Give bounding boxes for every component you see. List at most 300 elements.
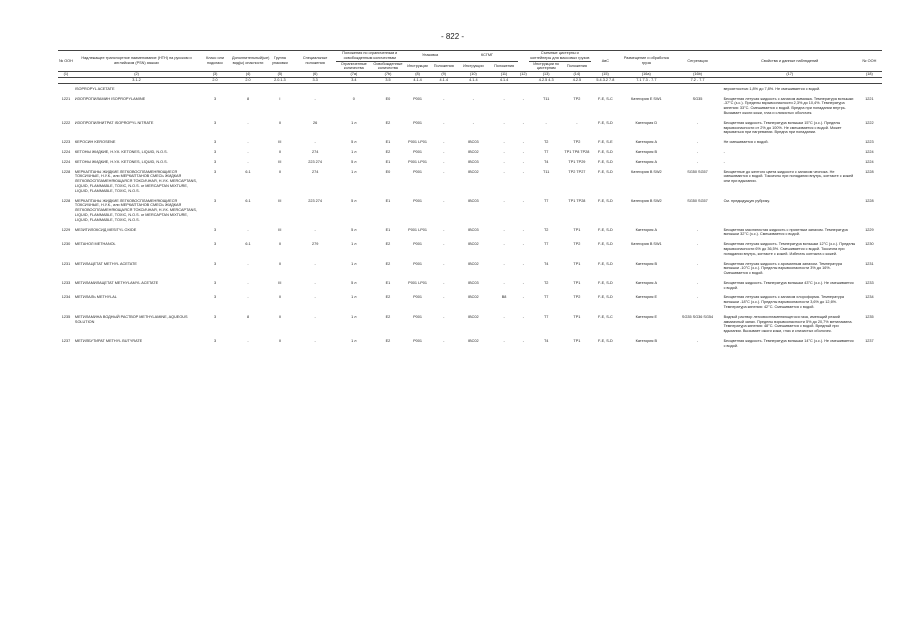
un-number: 1235 — [61, 314, 71, 319]
class: 3 — [213, 227, 217, 232]
ibc-provision: - — [503, 140, 505, 145]
packing-group: II — [278, 339, 281, 344]
column-code: 4.2.5 — [563, 77, 590, 83]
ibc-instruction: IBC02 — [468, 169, 479, 174]
class: 3 — [213, 295, 217, 300]
un-number: 1228 — [61, 198, 71, 203]
class: 3 — [213, 159, 217, 164]
tank-provision: TP1 — [573, 314, 581, 319]
blank-cell: - — [522, 149, 525, 154]
shipping-name: МЕРКАПТАНЫ ЖИДКИЕ ЛЕГКОВОСПЛАМЕНЯЮЩИЕСЯ ТОКСИЧНЫЕ, Н.У.К., или МЕРКАПТАНОВ СМЕСЬ ЖИДКАЯ ЛЕГКОВОСПЛАМЕНЯЮЩАЯСЯ ТОКСИЧНАЯ, Н.У.К. MERCAPTANS, LIQUID, FLAMMABLE, TOXIC, N.O.S. or MERCAPTAN MIXTURE, LIQUID, FLAMMABLE, TOXIC, N.O.S. — [74, 169, 197, 193]
shipping-name: КЕРОСИН KEROSENE — [74, 140, 116, 145]
subsidiary-risk: - — [247, 261, 249, 266]
ems-code: F-E, S-D — [597, 120, 613, 125]
column-number: (7a) — [336, 72, 372, 78]
packing-group: III — [278, 227, 282, 232]
properties: Не смешивается с водой. — [723, 140, 769, 145]
column-number: (13) — [529, 72, 563, 78]
special-provisions: - — [314, 314, 316, 319]
un-number — [58, 83, 74, 93]
blank-cell: - — [522, 198, 525, 203]
subsidiary-risk: 8 — [246, 96, 250, 101]
column-code: 4.1.4 — [456, 77, 490, 83]
properties: См. предыдущую рубрику. — [723, 198, 770, 203]
un-number: 1230 — [61, 242, 71, 247]
special-provisions: 26 — [313, 120, 318, 125]
table-row — [58, 157, 882, 167]
tank-provision: TP2 — [573, 96, 581, 101]
limited-quantity: 1 л — [351, 314, 357, 319]
class: 3 — [213, 198, 217, 203]
properties: - — [723, 149, 725, 154]
shipping-name: МЕТИЛАМИНА ВОДНЫЙ РАСТВОР METHYLAMINE, AQUEOUS SOLUTION — [74, 314, 188, 324]
header-special-provisions: Специальные положения — [295, 51, 336, 72]
column-code: 7.2 - 7.7 — [673, 77, 723, 83]
blank-cell: - — [522, 120, 525, 125]
table-row — [58, 225, 882, 240]
packing-provision: - — [443, 169, 445, 174]
tank-provision: TP2 — [573, 140, 581, 145]
column-number: (4) — [231, 72, 265, 78]
blank-cell: - — [522, 227, 525, 232]
subsidiary-risk: - — [247, 227, 249, 232]
properties: Бесцветная летучая жидкость с аромапным запахом. Температура вспышки -10°C (з.с.). Пределы взрывоопасности 3% до 16%. Смешивается с водой. — [723, 261, 842, 276]
column-code: 7.1 7.3 - 7.7 — [620, 77, 672, 83]
packing-group: II — [278, 242, 281, 247]
column-number: (16b) — [673, 72, 723, 78]
packing-group: II — [278, 295, 281, 300]
column-number: (1) — [58, 72, 74, 78]
column-number: (18) — [857, 72, 882, 78]
packing-group: II — [278, 149, 281, 154]
column-number: (7b) — [372, 72, 404, 78]
tank-provision: TP1 TP8 TP28 — [564, 149, 590, 154]
column-code: 3.1.2 — [74, 77, 199, 83]
class: 3 — [213, 261, 217, 266]
column-code: 4.1.4 — [404, 77, 431, 83]
excepted-quantity: E0 — [385, 169, 391, 174]
packing-group: II — [278, 120, 281, 125]
header-stowage: Размещение и обработка груза — [620, 51, 672, 72]
properties: Бесцветная летучая жидкость с запахом аммиака. Температура вспышки -37°C (з.с.). Пределы взрывоопасности 2,3% до 10,4%. Температура кипения: 33°C. Смешивается с водой. Вредна при попадании внутрь. Вызывает ожоги кожи, глаз и слизистых оболочек. — [723, 96, 854, 115]
un-number-right: 1237 — [865, 339, 874, 344]
excepted-quantity: E2 — [385, 242, 391, 247]
stowage: Категория E — [635, 295, 657, 300]
special-provisions: 279 — [311, 242, 319, 247]
limited-quantity — [336, 83, 372, 93]
ems-code: F-E, S-D — [597, 280, 613, 285]
limited-quantity: 5 л — [351, 227, 357, 232]
ibc-provision: - — [503, 314, 505, 319]
ibc-instruction: IBC02 — [468, 242, 479, 247]
stowage: Категория B — [635, 339, 657, 344]
ems-code: F-E, S-D — [597, 169, 613, 174]
un-number-right: 1228 — [865, 169, 874, 174]
excepted-quantity: E1 — [385, 280, 391, 285]
column-number: (9) — [431, 72, 456, 78]
header-pack-provisions: Положения — [431, 61, 456, 72]
packing-provision: - — [443, 242, 445, 247]
column-code: 2.0 — [199, 77, 231, 83]
packing-provision: - — [443, 295, 445, 300]
tank-provision: TP2 TP27 — [568, 169, 586, 174]
ems-code: F-E, S-E — [598, 140, 613, 145]
tank-instruction: T4 — [543, 159, 549, 164]
limited-quantity: 1 л — [351, 242, 357, 247]
column-number: (2) — [74, 72, 199, 78]
class: 3 — [213, 169, 217, 174]
column-code: 4.2.5 4.3 — [529, 77, 563, 83]
un-number: 1223 — [61, 140, 71, 145]
shipping-name: КЕТОНЫ ЖИДКИЕ, Н.У.К. KETONES, LIQUID, N.O.S. — [74, 159, 168, 164]
class: 3 — [213, 242, 217, 247]
table-row — [58, 94, 882, 118]
page-number: - 822 - — [440, 32, 465, 41]
excepted-quantity: E2 — [385, 120, 391, 125]
dangerous-goods-table — [58, 50, 882, 351]
subsidiary-risk: - — [247, 280, 249, 285]
packing-provision: - — [443, 149, 445, 154]
properties: Бесцветная жидкость. Температура вспышки 15°C (з.с.). Пределы взрывоопасности от 2% до 100%. Не смешивается с водой. Может взрываться при нагревании. Вредна при попадании. — [723, 120, 842, 135]
subsidiary-risk: - — [247, 295, 249, 300]
un-number: 1237 — [61, 339, 71, 344]
column-code: 5.4.3.2 7.8 — [591, 77, 621, 83]
stowage: Категория A — [635, 280, 657, 285]
special-provisions: - — [314, 227, 316, 232]
segregation: SG35 — [692, 96, 703, 101]
excepted-quantity: E0 — [385, 96, 391, 101]
column-number: (17) — [723, 72, 857, 78]
header-properties: Свойства и данные наблюдений — [723, 51, 857, 72]
un-number-right: 1235 — [865, 314, 874, 319]
header-packing-group: Группа упаковки — [265, 51, 295, 72]
packing-instruction: P001 — [413, 149, 422, 154]
stowage: Категория B SW1 — [631, 242, 662, 247]
ems-code: F-E, S-D — [597, 198, 613, 203]
special-provisions: 274 — [311, 169, 319, 174]
segregation: - — [696, 149, 699, 154]
table-row — [58, 259, 882, 278]
un-number: 1233 — [61, 280, 71, 285]
column-number: (10) — [456, 72, 490, 78]
un-number: 1224 — [61, 149, 71, 154]
ibc-instruction: IBC03 — [468, 198, 479, 203]
un-number-right: 1228 — [865, 198, 874, 203]
header-limited-qty: Ограниченные количества — [336, 61, 372, 72]
packing-instruction: P001 — [413, 295, 422, 300]
tank-instruction: - — [545, 120, 547, 125]
blank-cell: - — [522, 280, 525, 285]
packing-instruction: P001 — [413, 169, 422, 174]
subsidiary-risk: - — [247, 339, 249, 344]
column-number: (14) — [563, 72, 590, 78]
ibc-instruction: IBC03 — [468, 140, 479, 145]
special-provisions: - — [314, 339, 316, 344]
column-number: (5) — [265, 72, 295, 78]
un-number-right: 1234 — [865, 295, 874, 300]
packing-instruction: P001 LP01 — [408, 280, 427, 285]
properties: Бесцветная летучая жидкость. Температура вспышки 12°C (з.с.). Пределы взрывоопасности 6% до 36,5%. Смешивается с водой. Токсична при попадании внутрь, контакте с кожей. Избегать контакта с кожей. — [723, 242, 856, 256]
table-header — [58, 51, 882, 84]
un-number: 1224 — [61, 159, 71, 164]
subsidiary-risk: 6.1 — [245, 169, 251, 174]
packing-provision — [431, 83, 456, 93]
blank-cell: - — [522, 169, 525, 174]
packing-instruction: P001 — [413, 339, 422, 344]
table-row — [58, 167, 882, 196]
tank-provision: TP2 — [573, 295, 581, 300]
un-number-right: 1224 — [865, 149, 874, 154]
column-number: (12) — [518, 72, 529, 78]
excepted-quantity: E2 — [385, 295, 391, 300]
packing-group: I — [279, 96, 281, 101]
column-number: (3) — [199, 72, 231, 78]
header-tank-provisions: Положения — [563, 61, 590, 72]
stowage: Категория B — [635, 149, 657, 154]
column-number: (6) — [295, 72, 336, 78]
ibc-instruction: IBC02 — [468, 314, 479, 319]
table-row — [58, 83, 882, 93]
tank-instruction: T7 — [543, 149, 549, 154]
segregation: - — [696, 295, 699, 300]
class: 3 — [213, 314, 217, 319]
packing-provision: - — [443, 227, 445, 232]
packing-group: III — [278, 159, 282, 164]
header-class: Класс или подкласс — [199, 51, 231, 72]
segregation: SG50 SG57 — [687, 169, 708, 174]
ibc-provision: - — [503, 149, 505, 154]
tank-instruction: T4 — [543, 339, 549, 344]
ems-code: F-E, S-D — [597, 227, 613, 232]
excepted-quantity: E1 — [385, 140, 391, 145]
packing-instruction: P001 — [413, 261, 422, 266]
ems-code: F-E, S-D — [597, 159, 613, 164]
special-provisions: - — [314, 280, 316, 285]
packing-instruction — [404, 83, 431, 93]
un-number-right: 1224 — [865, 159, 874, 164]
header-ems: АвС — [591, 51, 621, 72]
packing-provision: - — [443, 198, 445, 203]
properties: Водный раствор легковоспламеняющегося газа, имеющий резкий аммиачный запах. Пределы взрывоопасности 5% до 20,7% метиламина. Температура кипения: 48°C. Смешивается с водой. Вредный при вдыхании. Вызывает ожоги кожи, глаз и слизистых оболочек. — [723, 314, 853, 334]
tank-provision: TP1 — [573, 227, 581, 232]
un-number-right: 1230 — [865, 242, 874, 247]
blank-cell: - — [522, 339, 525, 344]
subsidiary-risk: - — [247, 159, 249, 164]
packing-provision: - — [443, 96, 445, 101]
header-portable-tanks: Съемные цистерны и контейнеры для массовых грузов — [530, 51, 590, 60]
header-un-no-right: № ООН — [857, 51, 882, 72]
special-provisions: 223 274 — [308, 198, 323, 203]
excepted-quantity: E2 — [385, 261, 391, 266]
limited-quantity: 1 л — [351, 295, 357, 300]
ems-code: F-E, S-D — [597, 261, 613, 266]
shipping-name: МЕЗИТИЛОКСИД MESITYL OXIDE — [74, 227, 137, 232]
excepted-quantity: E1 — [385, 198, 391, 203]
column-code: 2.0 — [231, 77, 265, 83]
shipping-name: МЕТАНОЛ METHANOL — [74, 242, 116, 247]
stowage: Категория B SW2 — [631, 198, 662, 203]
ibc-instruction: IBC03 — [468, 227, 479, 232]
shipping-name: МЕРКАПТАНЫ ЖИДКИЕ ЛЕГКОВОСПЛАМЕНЯЮЩИЕСЯ ТОКСИЧНЫЕ, Н.У.К., или МЕРКАПТАНОВ СМЕСЬ ЖИДКАЯ ЛЕГКОВОСПЛАМЕНЯЮЩАЯСЯ ТОКСИЧНАЯ, Н.У.К. MERCAPTANS, LIQUID, FLAMMABLE, TOXIC, N.O.S. or MERCAPTAN MIXTURE, LIQUID, FLAMMABLE, TOXIC, N.O.S. — [74, 198, 197, 222]
tank-provision — [563, 83, 590, 93]
tank-instruction: T11 — [543, 96, 550, 101]
stowage: Категория D — [635, 120, 658, 125]
tank-instruction: T2 — [543, 227, 549, 232]
ems-code: F-E, S-D — [597, 339, 613, 344]
limited-quantity: 5 л — [351, 280, 357, 285]
un-number: 1228 — [61, 169, 71, 174]
stowage: Категория E SW1 — [631, 96, 662, 101]
column-number: (15) — [591, 72, 621, 78]
ibc-provision: - — [503, 227, 505, 232]
special-provisions — [295, 83, 336, 93]
un-number: 1221 — [61, 96, 71, 101]
blank-cell: - — [522, 140, 525, 145]
subsidiary-risk: - — [247, 140, 249, 145]
segregation: - — [696, 140, 699, 145]
header-ibc: КСГМГ — [456, 51, 517, 62]
class: 3 — [213, 120, 217, 125]
packing-group: III — [278, 140, 282, 145]
table-row — [58, 292, 882, 311]
tank-instruction: T11 — [543, 169, 550, 174]
segregation — [673, 83, 723, 93]
un-number: 1231 — [61, 261, 71, 266]
ibc-provision — [490, 83, 517, 93]
limited-quantity: 1 л — [351, 120, 357, 125]
shipping-name: КЕТОНЫ ЖИДКИЕ, Н.У.К. KETONES, LIQUID, N.O.S. — [74, 149, 168, 154]
packing-group: III — [278, 280, 282, 285]
header-subsidiary-risk: Дополнительный(ые) вид(ы) опасности — [231, 51, 265, 72]
ems-code: F-E, S-D — [597, 242, 613, 247]
column-code: 4.1.4 — [490, 77, 517, 83]
header-tank-instructions: Инструкции по цистернам — [529, 61, 563, 72]
special-provisions: 223 274 — [308, 159, 323, 164]
tank-provision: TP2 — [573, 242, 581, 247]
ibc-provision: - — [503, 242, 505, 247]
header-packaging: Упаковка — [404, 51, 456, 62]
shipping-name: ИЗОПРОПИЛНИТРАТ ISOPROPYL NITRATE — [74, 120, 154, 125]
subsidiary-risk: 6.1 — [245, 198, 251, 203]
packing-group: II — [278, 169, 281, 174]
tank-instruction: T2 — [543, 140, 549, 145]
table-row — [58, 336, 882, 351]
segregation: - — [696, 339, 699, 344]
column-number: (16a) — [620, 72, 672, 78]
ibc-provision: - — [503, 280, 505, 285]
packing-instruction: P001 — [413, 314, 422, 319]
ibc-instruction: IBC03 — [468, 159, 479, 164]
tank-instruction: T7 — [543, 314, 549, 319]
tank-instruction: T7 — [543, 198, 549, 203]
ibc-provision: - — [503, 261, 505, 266]
stowage: Категория A — [635, 140, 657, 145]
ibc-instruction: IBC02 — [468, 149, 479, 154]
special-provisions: 274 — [311, 149, 319, 154]
subsidiary-risk: 8 — [246, 314, 250, 319]
column-number: (8) — [404, 72, 431, 78]
tank-instruction: T2 — [543, 280, 549, 285]
ibc-provision: - — [503, 339, 505, 344]
packing-provision: - — [443, 261, 445, 266]
packing-instruction: P001 LP01 — [408, 159, 427, 164]
un-number-right: 1223 — [865, 140, 874, 145]
segregation: SG35 SG36 SG54 — [681, 314, 714, 319]
packing-instruction: P001 — [413, 242, 422, 247]
header-ibc-instructions: Инструкции — [456, 61, 490, 72]
tank-instruction: T7 — [543, 295, 549, 300]
class: 3 — [213, 280, 217, 285]
ibc-instruction: IBC02 — [468, 295, 479, 300]
ems-code: F-E, S-C — [597, 314, 613, 319]
table-row — [58, 239, 882, 258]
packing-provision: - — [443, 120, 445, 125]
ibc-instruction: IBC02 — [468, 339, 479, 344]
un-number: 1222 — [61, 120, 71, 125]
column-code: 4.1.4 — [431, 77, 456, 83]
stowage: Категория B SW2 — [631, 169, 662, 174]
column-code: 3.4 — [336, 77, 372, 83]
packing-instruction: P001 — [413, 96, 422, 101]
table-row — [58, 137, 882, 147]
excepted-quantity: E2 — [385, 149, 391, 154]
limited-quantity: 5 л — [351, 159, 357, 164]
packing-provision: - — [443, 339, 445, 344]
packing-group — [265, 83, 295, 93]
tank-provision: TP1 — [573, 261, 581, 266]
ibc-provision: - — [503, 169, 505, 174]
ibc-provision: - — [503, 159, 505, 164]
packing-provision: - — [443, 280, 445, 285]
table-row — [58, 196, 882, 225]
header-name: Надлежащее транспортное наименование (НТН) на русском и английском (PSN) языках — [74, 51, 199, 72]
excepted-quantity: E2 — [385, 339, 391, 344]
stowage: Категория A — [635, 159, 657, 164]
properties: Бесцветная летучая жидкость с запахом хлороформа. Температура вспышки -18°C (з.с.). Пределы взрывоопасности 3,6% до 12,6%. Температура кипения: 42°C. Смешивается с водой. — [723, 295, 844, 310]
ibc-provision: - — [503, 120, 505, 125]
un-number-right — [857, 83, 882, 93]
subsidiary-risk: 6.1 — [245, 242, 251, 247]
segregation: - — [696, 159, 699, 164]
limited-quantity: 5 л — [351, 198, 357, 203]
column-number: (11) — [490, 72, 517, 78]
properties: вероятностью 1,8% до 7,8%. Не смешивается с водой. — [723, 86, 821, 91]
header-blank — [518, 51, 529, 72]
ibc-instruction: IBC03 — [468, 280, 479, 285]
tank-provision: - — [576, 120, 578, 125]
class: 3 — [213, 96, 217, 101]
header-pack-instructions: Инструкции — [404, 61, 431, 72]
header-limited-excepted: Положения по ограниченным и освобожденным количествам — [336, 51, 404, 62]
tank-provision: TP1 — [573, 339, 581, 344]
segregation: - — [696, 261, 699, 266]
properties: Бесцветные до желтого цвета жидкости с запахом чеснока. Не смешиваются с водой. Токсичны при попадании внутрь, контакте с кожей или при вдыхании. — [723, 169, 854, 184]
un-number-right: 1221 — [865, 96, 874, 101]
packing-instruction: P001 LP01 — [408, 140, 427, 145]
ems-code: F-E, S-D — [597, 149, 613, 154]
limited-quantity: 1 л — [351, 339, 357, 344]
blank-cell: - — [522, 314, 525, 319]
special-provisions: - — [314, 96, 316, 101]
column-code: 2.0.1.3 — [265, 77, 295, 83]
tank-instruction: T7 — [543, 242, 549, 247]
un-number-right: 1222 — [865, 120, 874, 125]
un-number-right: 1233 — [865, 280, 874, 285]
shipping-name: ИЗОПРОПИЛАМИН ISOPROPYLAMINE — [74, 96, 146, 101]
header-segregation: Сегрегация — [673, 51, 723, 72]
tank-provision: TP1 — [573, 280, 581, 285]
packing-instruction: P001 — [413, 198, 422, 203]
